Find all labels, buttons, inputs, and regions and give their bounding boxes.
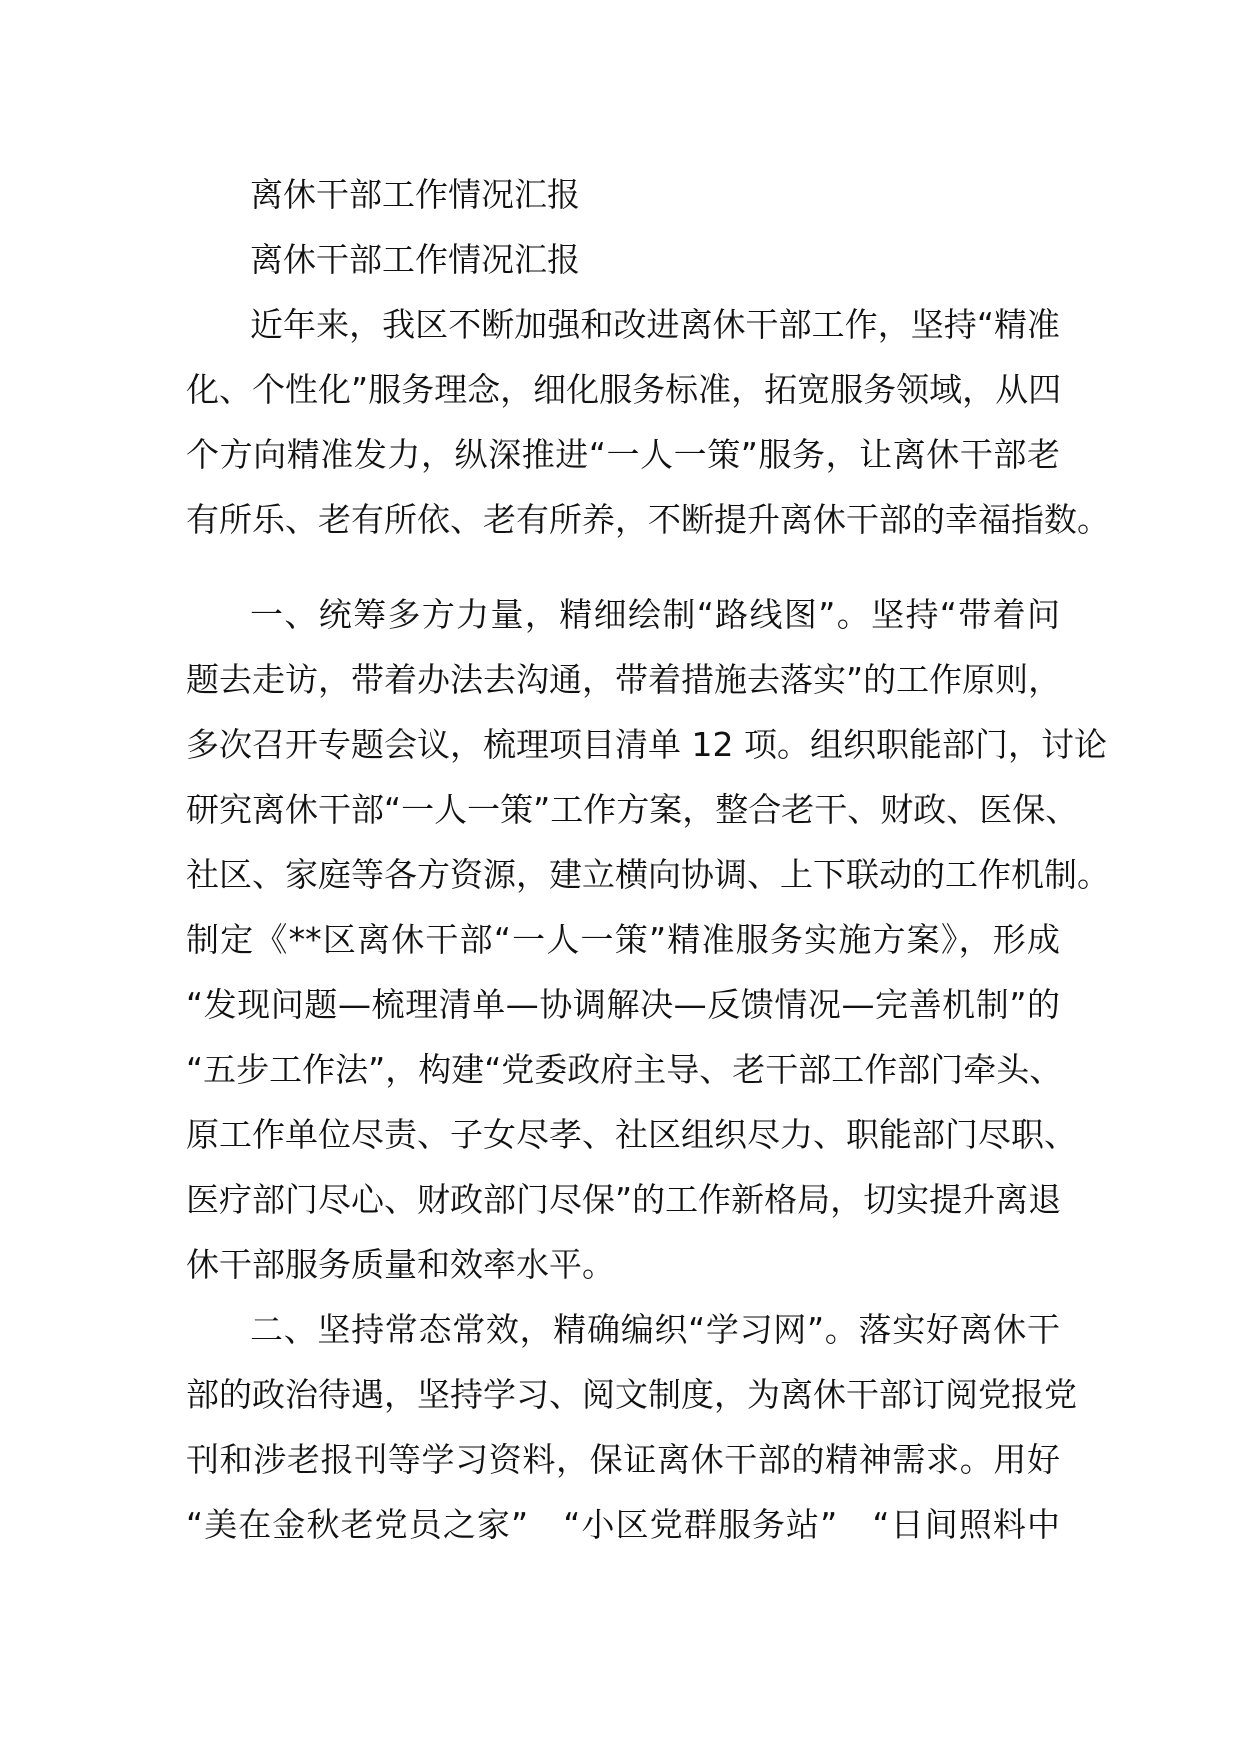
document-subtitle: 离休干部工作情况汇报 [250, 240, 580, 279]
paragraph-line: “发现问题—梳理清单—协调解决—反馈情况—完善机制”的 [186, 985, 1060, 1024]
paragraph-line: 研究离休干部“一人一策”工作方案，整合老干、财政、医保、 [186, 790, 1079, 829]
paragraph-line: 休干部服务质量和效率水平。 [186, 1245, 615, 1284]
section-1-paragraph [186, 582, 1110, 1297]
paragraph-line: 题去走访，带着办法去沟通，带着措施去落实”的工作原则， [186, 660, 1062, 699]
paragraph-line: 刊和涉老报刊等学习资料，保证离休干部的精神需求。用好 [186, 1440, 1060, 1479]
paragraph-line: 原工作单位尽责、子女尽孝、社区组织尽力、职能部门尽职、 [186, 1115, 1077, 1154]
paragraph-line: 个方向精准发力，纵深推进“一人一策”服务，让离休干部老 [186, 435, 1060, 474]
paragraph-line: 二、坚持常态常效，精确编织“学习网”。落实好离休干 [250, 1310, 1060, 1349]
paragraph-line: 近年来，我区不断加强和改进离休干部工作，坚持“精准 [250, 305, 1060, 344]
paragraph-line: “美在金秋老党员之家” “小区党群服务站” “日间照料中 [186, 1505, 1060, 1544]
section-2-paragraph [186, 1297, 1077, 1557]
paragraph-line: 医疗部门尽心、财政部门尽保”的工作新格局，切实提升离退 [186, 1180, 1062, 1219]
paragraph-line: 制定《**区离休干部“一人一策”精准服务实施方案》，形成 [186, 920, 1060, 959]
paragraph-gap [186, 552, 1060, 582]
paragraph-line: 部的政治待遇，坚持学习、阅文制度，为离休干部订阅党报党 [186, 1375, 1077, 1414]
paragraph-line: 多次召开专题会议，梳理项目清单 12 项。组织职能部门，讨论 [186, 725, 1107, 764]
paragraph-line: 一、统筹多方力量，精细绘制“路线图”。坚持“带着问 [250, 595, 1060, 634]
document-title: 离休干部工作情况汇报 [250, 175, 580, 214]
paragraph-line: 有所乐、老有所依、老有所养，不断提升离休干部的幸福指数。 [186, 500, 1110, 539]
paragraph-line: 社区、家庭等各方资源，建立横向协调、上下联动的工作机制。 [186, 855, 1110, 894]
paragraph-line: “五步工作法”，构建“党委政府主导、老干部工作部门牵头、 [186, 1050, 1063, 1089]
paragraph-line: 化、个性化”服务理念，细化服务标准，拓宽服务领域，从四 [186, 370, 1062, 409]
document-body [186, 162, 1110, 1557]
intro-paragraph [186, 292, 1110, 552]
